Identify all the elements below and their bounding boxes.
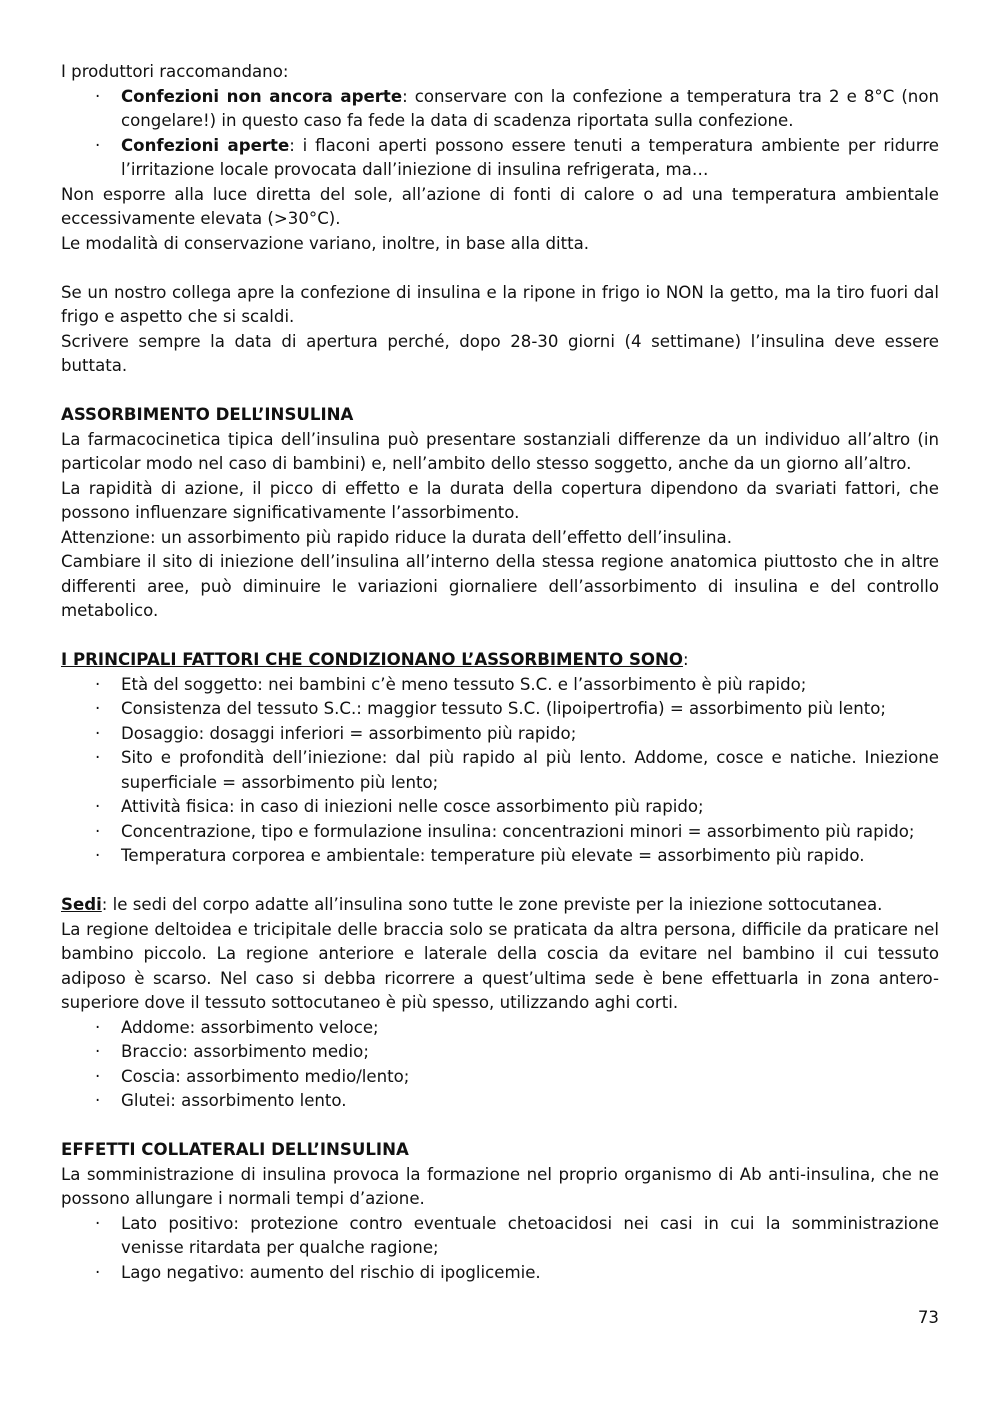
factors-list [61,673,939,869]
list-item: · Braccio: assorbimento medio; [61,1040,939,1065]
intro-lead: I produttori raccomandano: [61,62,289,81]
paragraph: Non esporre alla luce diretta del sole, all’azione di fonti di calore o ad una temperatura ambientale eccessivamente elevata (>30°C). [61,184,939,228]
sites-list [61,1016,939,1114]
bullet-icon: · [95,1262,101,1282]
list-item: · Età del soggetto: nei bambini c’è meno tessuto S.C. e l’assorbimento è più rapido; [61,673,939,698]
intro-list [61,85,939,183]
section-heading: ASSORBIMENTO DELL’INSULINA [61,405,354,424]
list-item: · Dosaggio: dosaggi inferiori = assorbimento più rapido; [61,722,939,747]
bullet-icon: · [95,135,101,155]
list-item: · Sito e profondità dell’iniezione: dal più rapido al più lento. Addome, cosce e natiche. Iniezione superficiale = assorbimento più lento; [95,748,939,792]
paragraph: La farmacocinetica tipica dell’insulina può presentare sostanziali differenze da un individuo all’altro (in particolar modo nel caso di bambini) e, nell’ambito dello stesso soggetto, anche da un giorno all’altro. [61,429,939,473]
section-heading: I PRINCIPALI FATTORI CHE CONDIZIONANO L’ASSORBIMENTO SONO [61,650,684,669]
page-number: 73 [917,1308,939,1327]
list-item: · Concentrazione, tipo e formulazione insulina: concentrazioni minori = assorbimento più rapido; [61,820,939,845]
bullet-icon: · [95,1017,101,1037]
sites-intro: Sedi: le sedi del corpo adatte all’insulina sono tutte le zone previste per la iniezione sottocutanea. [61,895,883,914]
list-item: · Temperatura corporea e ambientale: temperature più elevate = assorbimento più rapido. [61,844,939,869]
list-item: · Lato positivo: protezione contro eventuale chetoacidosi nei casi in cui la somministrazione venisse ritardata per qualche ragione; [95,1213,939,1257]
bullet-icon: · [95,748,101,767]
bullet-icon: · [95,1066,101,1086]
document-page [61,60,939,1285]
section-heading: EFFETTI COLLATERALI DELL’INSULINA [61,1140,409,1159]
bullet-icon: · [95,86,101,106]
bullet-icon: · [95,1042,101,1061]
paragraph: Cambiare il sito di iniezione dell’insulina all’interno della stessa regione anatomica piuttosto che in altre differenti aree, può diminuire le variazioni giornaliere dell’assorbimento di insulina e del controllo metabolico. [61,552,939,620]
bullet-icon: · [95,821,101,841]
term: Confezioni aperte [121,135,290,155]
list-item: · Consistenza del tessuto S.C.: maggior tessuto S.C. (lipoipertrofia) = assorbimento più lento; [61,697,939,722]
bullet-icon: · [95,1213,101,1233]
bullet-icon: · [95,797,101,816]
paragraph: La regione deltoidea e tricipitale delle braccia solo se praticata da altra persona, difficile da praticare nel bambino piccolo. La regione anteriore e laterale della coscia da evitare nel bambino il cui tessuto adiposo è scarso. Nel caso si debba ricorrere a quest’ultima sede è bene effettuarla in zona antero-superiore dove il tessuto sottocutaneo è più spesso, utilizzando aghi corti. [61,919,939,1012]
list-item: · Coscia: assorbimento medio/lento; [61,1065,939,1090]
bullet-icon: · [95,1091,101,1110]
list-item: · Addome: assorbimento veloce; [61,1016,939,1041]
paragraph: La somministrazione di insulina provoca la formazione nel proprio organismo di Ab anti-insulina, che ne possono allungare i normali tempi d’azione. [61,1164,939,1208]
list-item: · Confezioni aperte: i flaconi aperti possono essere tenuti a temperatura ambiente per ridurre l’irritazione locale provocata dall’iniezione di insulina refrigerata, ma… [95,135,939,179]
paragraph: Scrivere sempre la data di apertura perché, dopo 28-30 giorni (4 settimane) l’insulina deve essere buttata. [61,331,939,375]
paragraph: Attenzione: un assorbimento più rapido riduce la durata dell’effetto dell’insulina. [61,527,732,547]
paragraph: La rapidità di azione, il picco di effetto e la durata della copertura dipendono da svariati fattori, che possono influenzare significativamente l’assorbimento. [61,478,939,522]
paragraph: Se un nostro collega apre la confezione di insulina e la ripone in frigo io NON la getto, ma la tiro fuori dal frigo e aspetto che si scaldi. [61,282,939,326]
factors-heading-line: I PRINCIPALI FATTORI CHE CONDIZIONANO L’ASSORBIMENTO SONO: [61,650,689,669]
list-item: · Confezioni non ancora aperte: conservare con la confezione a temperatura tra 2 e 8°C (non congelare!) in questo caso fa fede la data di scadenza riportata sulla confezione. [95,86,939,130]
sites-term: Sedi [61,895,102,914]
paragraph: Le modalità di conservazione variano, inoltre, in base alla ditta. [61,233,590,253]
bullet-icon: · [95,846,101,865]
bullet-icon: · [95,723,101,743]
side-effects-list [61,1212,939,1286]
bullet-icon: · [95,674,101,694]
list-item: · Lago negativo: aumento del rischio di ipoglicemie. [61,1261,939,1286]
bullet-icon: · [95,699,101,718]
term: Confezioni non ancora aperte [121,86,403,106]
list-item: · Glutei: assorbimento lento. [61,1089,939,1114]
list-item: · Attività fisica: in caso di iniezioni nelle cosce assorbimento più rapido; [61,795,939,820]
